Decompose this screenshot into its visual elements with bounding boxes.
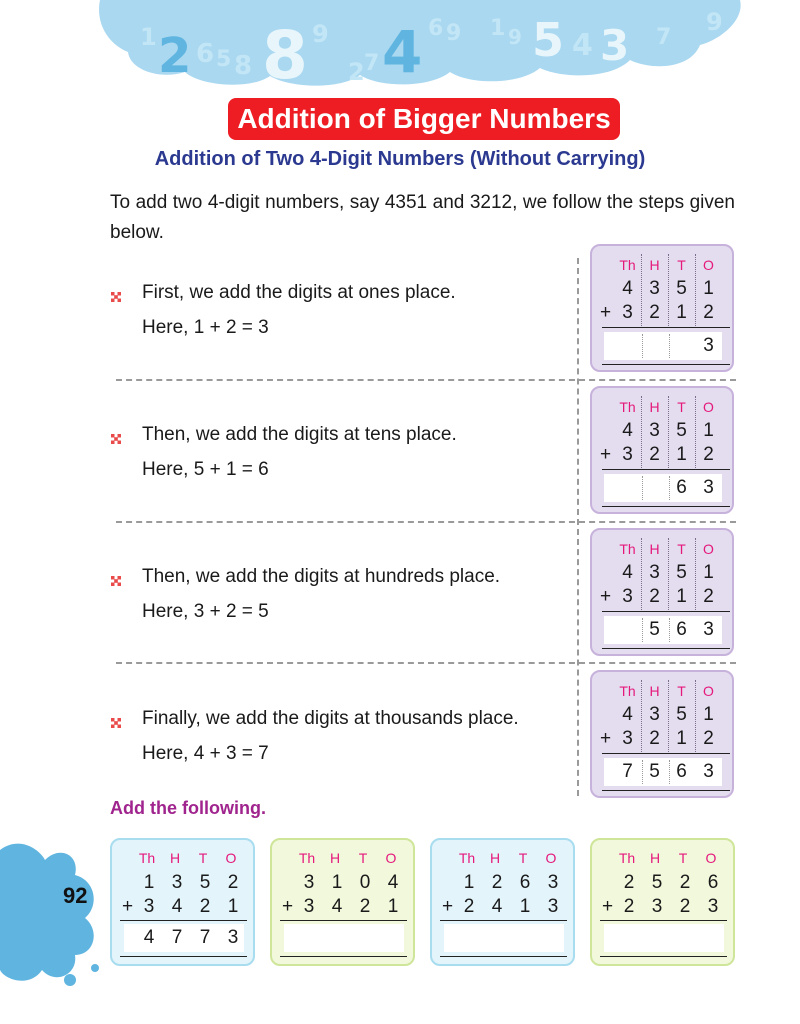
place-header: H: [649, 399, 660, 415]
place-header: H: [649, 683, 660, 699]
place-header: H: [649, 850, 661, 866]
answer-digit: 6: [676, 477, 687, 498]
digit: 3: [171, 872, 183, 893]
place-value-grid: [600, 254, 722, 326]
place-header: Th: [619, 541, 636, 557]
digit: 3: [622, 728, 633, 749]
decor-digit: 5: [532, 13, 565, 67]
sum-rule: [280, 920, 407, 921]
step-separator: [116, 521, 736, 523]
place-header: O: [385, 850, 397, 866]
digit: 2: [649, 586, 660, 607]
answer-box: [604, 758, 722, 786]
answer-digit: 6: [676, 761, 687, 782]
digit: 4: [171, 896, 183, 917]
place-header: Th: [619, 683, 636, 699]
digit: 3: [649, 420, 660, 441]
addend-row: [600, 444, 722, 468]
digit: 2: [649, 444, 660, 465]
addend-row: [614, 704, 722, 728]
sum-rule: [602, 327, 730, 328]
digit: 3: [649, 704, 660, 725]
step-equation: Here, 1 + 2 = 3: [142, 317, 269, 338]
decor-digit: 7: [364, 51, 380, 76]
decor-digit: 2: [348, 58, 365, 86]
place-header: T: [677, 257, 686, 273]
place-header: H: [169, 850, 181, 866]
place-header: H: [329, 850, 341, 866]
place-value-grid: [600, 680, 722, 752]
sum-rule: [602, 506, 730, 507]
digit: 2: [703, 586, 714, 607]
sum-rule: [602, 364, 730, 365]
place-header: T: [518, 850, 528, 866]
digit: 4: [491, 896, 503, 917]
place-header: H: [649, 541, 660, 557]
decor-digit: 6: [428, 16, 444, 41]
place-header: Th: [618, 850, 636, 866]
answer-digit: 3: [703, 619, 714, 640]
decor-digit: 5: [216, 47, 232, 72]
sum-rule: [602, 790, 730, 791]
sum-rule: [600, 956, 727, 957]
answer-box[interactable]: [124, 924, 244, 952]
bullet-icon: [111, 431, 121, 441]
decor-digit: 3: [600, 21, 630, 70]
digit: 1: [463, 872, 475, 893]
sum-rule: [120, 920, 247, 921]
place-header: O: [225, 850, 237, 866]
addend-row: [600, 302, 722, 326]
place-value-box: [590, 244, 734, 372]
digit: 2: [491, 872, 503, 893]
step-description: Finally, we add the digits at thousands place.: [142, 708, 519, 729]
digit: 2: [199, 896, 211, 917]
place-header: Th: [619, 399, 636, 415]
place-header: T: [677, 399, 686, 415]
place-value-grid: [600, 538, 722, 610]
digit: 1: [703, 562, 714, 583]
digit: 1: [676, 444, 687, 465]
bullet-icon: [111, 715, 121, 725]
digit: 1: [519, 896, 531, 917]
header-splash: [0, 0, 800, 95]
step-equation: Here, 3 + 2 = 5: [142, 601, 269, 622]
addend-row: [614, 562, 722, 586]
digit: 4: [622, 562, 633, 583]
digit: 4: [622, 420, 633, 441]
digit: 1: [676, 586, 687, 607]
vertical-separator: [577, 258, 579, 796]
plus-sign: +: [600, 444, 612, 465]
sum-rule: [280, 956, 407, 957]
digit: 1: [676, 728, 687, 749]
digit: 1: [143, 872, 155, 893]
answer-box[interactable]: [284, 924, 404, 952]
digit: 2: [649, 728, 660, 749]
sum-rule: [602, 469, 730, 470]
digit: 2: [463, 896, 475, 917]
digit: 3: [622, 444, 633, 465]
decor-digit: 4: [572, 28, 593, 63]
exercise-box: [110, 838, 255, 966]
place-header-row: [614, 680, 722, 704]
decor-digit: 1: [490, 16, 506, 41]
place-header: T: [677, 541, 686, 557]
digit: 5: [199, 872, 211, 893]
digit: 3: [649, 562, 660, 583]
answer-divider: [642, 334, 643, 358]
sum-rule: [120, 956, 247, 957]
answer-box: [604, 474, 722, 502]
place-header: O: [703, 683, 714, 699]
digit: 2: [649, 302, 660, 323]
digit: 3: [707, 896, 719, 917]
decor-digit: 8: [234, 51, 253, 81]
place-value-box: [590, 386, 734, 514]
place-value-box: [590, 528, 734, 656]
answer-box[interactable]: [604, 924, 724, 952]
digit: 1: [703, 420, 714, 441]
digit: 6: [707, 872, 719, 893]
digit: 4: [622, 704, 633, 725]
place-value-grid: [600, 396, 722, 468]
digit: 1: [331, 872, 343, 893]
decor-digit: 4: [382, 18, 423, 86]
digit: 3: [622, 586, 633, 607]
answer-divider: [642, 476, 643, 500]
exercise-box: [430, 838, 575, 966]
place-header: O: [545, 850, 557, 866]
addend-row: [614, 420, 722, 444]
digit: 3: [303, 872, 315, 893]
answer-box[interactable]: [444, 924, 564, 952]
digit: 3: [622, 302, 633, 323]
digit: 3: [651, 896, 663, 917]
place-header: O: [703, 399, 714, 415]
answer-digit: 5: [649, 761, 660, 782]
answer-digit: 7: [199, 927, 211, 948]
decor-digit: 2: [158, 28, 192, 84]
bullet-icon: [111, 289, 121, 299]
sum-rule: [602, 648, 730, 649]
exercise-heading: Add the following.: [110, 798, 266, 818]
digit: 2: [227, 872, 239, 893]
place-header: Th: [619, 257, 636, 273]
digit: 5: [676, 562, 687, 583]
page-number-splash: [0, 830, 110, 990]
plus-sign: +: [602, 896, 614, 917]
digit: 3: [303, 896, 315, 917]
decor-digit: 1: [140, 23, 157, 51]
decor-digit: 9: [706, 8, 723, 36]
sum-rule: [440, 920, 567, 921]
place-header: Th: [458, 850, 476, 866]
addend-row: [600, 586, 722, 610]
digit: 6: [519, 872, 531, 893]
answer-digit: 5: [649, 619, 660, 640]
digit: 4: [622, 278, 633, 299]
place-header: T: [678, 850, 688, 866]
decor-digit: 9: [508, 25, 522, 49]
answer-divider: [669, 334, 670, 358]
digit: 5: [676, 278, 687, 299]
digit: 1: [676, 302, 687, 323]
step-separator: [116, 379, 736, 381]
sum-rule: [600, 920, 727, 921]
place-header: Th: [298, 850, 316, 866]
sum-rule: [440, 956, 567, 957]
answer-digit: 7: [171, 927, 183, 948]
decor-digit: 7: [656, 25, 672, 50]
bullet-icon: [111, 573, 121, 583]
answer-digit: 3: [703, 761, 714, 782]
exercise-box: [270, 838, 415, 966]
digit: 1: [227, 896, 239, 917]
digit: 2: [679, 896, 691, 917]
answer-digit: 7: [622, 761, 633, 782]
place-header: O: [703, 541, 714, 557]
plus-sign: +: [600, 586, 612, 607]
sum-rule: [602, 611, 730, 612]
decor-digit: 8: [262, 17, 308, 94]
digit: 3: [547, 872, 559, 893]
answer-digit: 3: [703, 477, 714, 498]
place-value-box: [590, 670, 734, 798]
place-header: T: [677, 683, 686, 699]
place-header: O: [705, 850, 717, 866]
exercise-box: [590, 838, 735, 966]
digit: 1: [703, 704, 714, 725]
place-header: H: [489, 850, 501, 866]
digit: 5: [676, 420, 687, 441]
decor-digit: 9: [312, 20, 329, 48]
place-header-row: [614, 254, 722, 278]
digit: 2: [623, 896, 635, 917]
digit: 2: [359, 896, 371, 917]
step-equation: Here, 4 + 3 = 7: [142, 743, 269, 764]
plus-sign: +: [600, 302, 612, 323]
page-number: 92: [63, 883, 88, 908]
intro-paragraph: To add two 4-digit numbers, say 4351 and 3212, we follow the steps given below.: [110, 192, 735, 243]
digit: 3: [547, 896, 559, 917]
answer-box: [604, 616, 722, 644]
addend-row: [614, 278, 722, 302]
sum-rule: [602, 753, 730, 754]
place-header: T: [358, 850, 368, 866]
digit: 0: [359, 872, 371, 893]
plus-sign: +: [282, 896, 294, 917]
digit: 3: [649, 278, 660, 299]
digit: 1: [703, 278, 714, 299]
digit: 2: [679, 872, 691, 893]
step-equation: Here, 5 + 1 = 6: [142, 459, 269, 480]
step-description: Then, we add the digits at tens place.: [142, 424, 457, 445]
plus-sign: +: [122, 896, 134, 917]
digit: 2: [703, 444, 714, 465]
digit: 2: [703, 728, 714, 749]
place-header: Th: [138, 850, 156, 866]
digit: 5: [676, 704, 687, 725]
answer-digit: 3: [703, 335, 714, 356]
digit: 2: [623, 872, 635, 893]
digit: 4: [387, 872, 399, 893]
digit: 1: [387, 896, 399, 917]
plus-sign: +: [442, 896, 454, 917]
page-title: Addition of Bigger Numbers: [228, 98, 620, 140]
digit: 5: [651, 872, 663, 893]
place-header: H: [649, 257, 660, 273]
digit: 2: [703, 302, 714, 323]
answer-box: [604, 332, 722, 360]
answer-digit: 4: [143, 927, 155, 948]
step-separator: [116, 662, 736, 664]
digit: 3: [143, 896, 155, 917]
step-description: Then, we add the digits at hundreds place.: [142, 566, 501, 587]
place-header-row: [614, 396, 722, 420]
plus-sign: +: [600, 728, 612, 749]
step-description: First, we add the digits at ones place.: [142, 282, 456, 303]
place-header: O: [703, 257, 714, 273]
digit: 4: [331, 896, 343, 917]
decor-digit: 6: [196, 39, 215, 69]
place-header: T: [198, 850, 208, 866]
answer-digit: 3: [227, 927, 239, 948]
addend-row: [600, 728, 722, 752]
answer-digit: 6: [676, 619, 687, 640]
place-header-row: [614, 538, 722, 562]
section-subtitle: Addition of Two 4-Digit Numbers (Without Carrying): [154, 148, 646, 170]
decor-digit: 9: [446, 21, 462, 46]
